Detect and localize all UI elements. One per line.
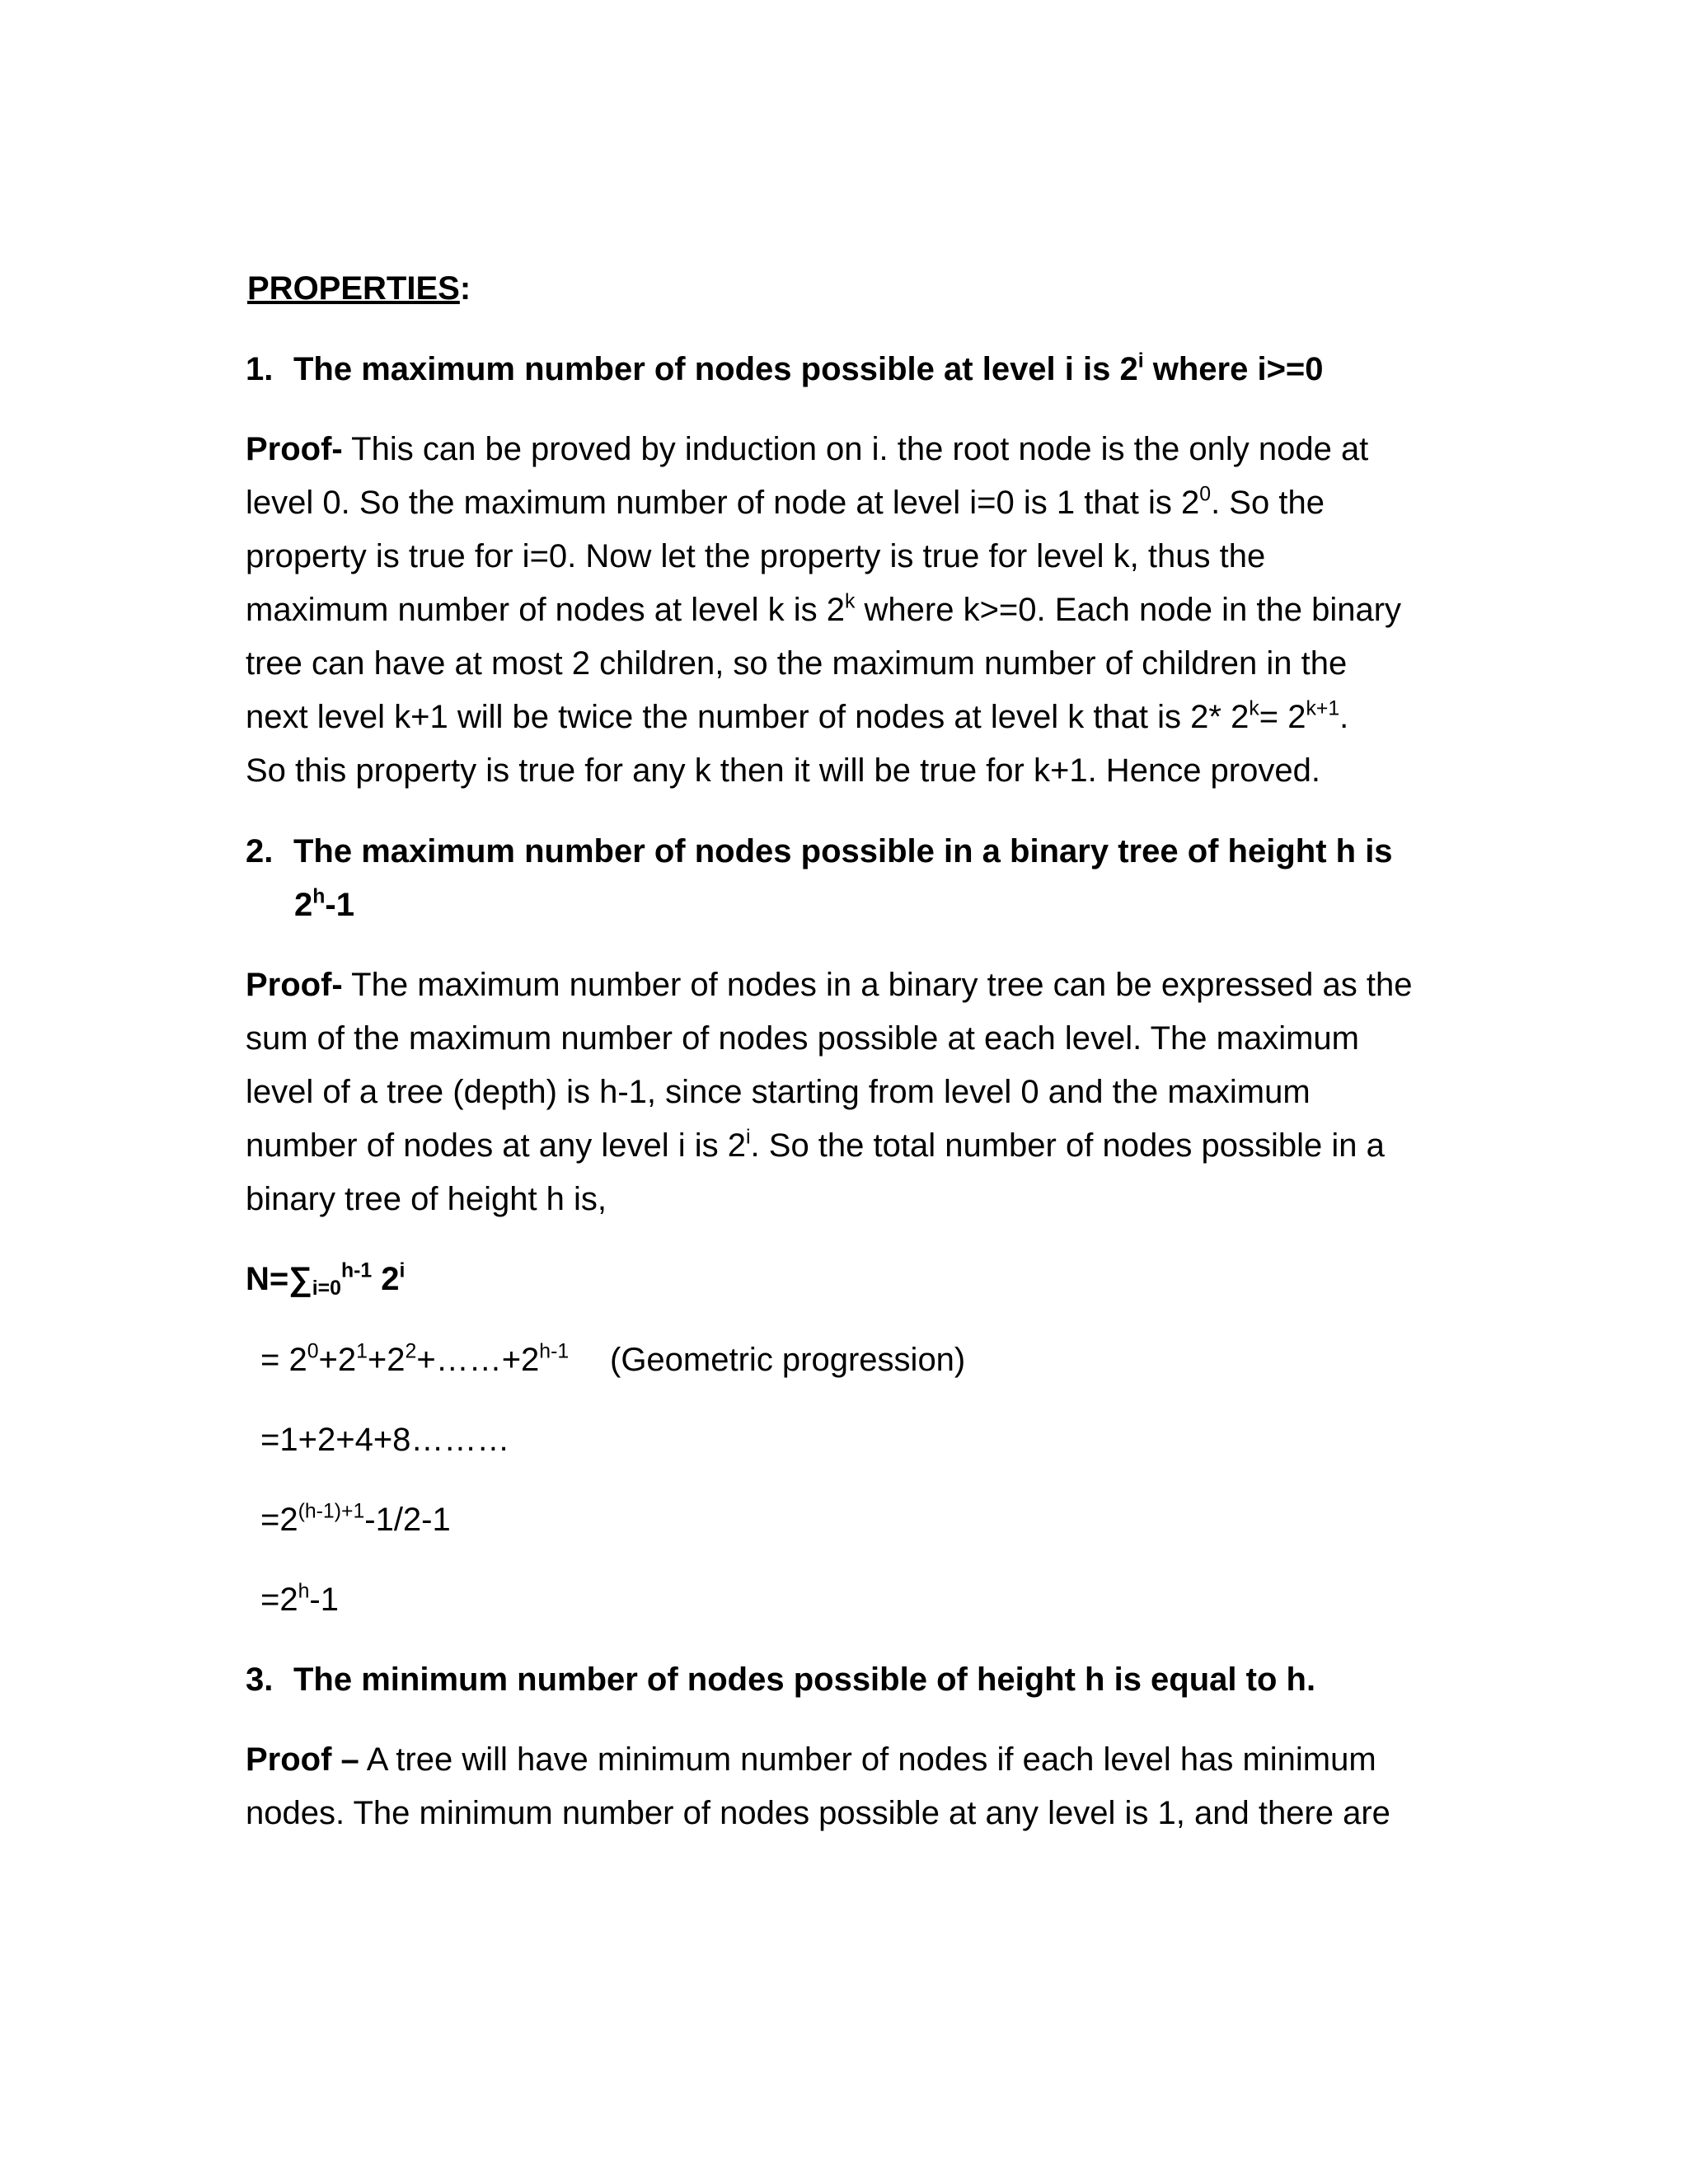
formula-step-2: =1+2+4+8……… (260, 1422, 510, 1458)
heading-colon: : (459, 270, 471, 307)
document-page: PROPERTIES: 1. The maximum number of nodes possible at level i is 2$^i$ where i>=0 Proof- This can be proved by induction on i. the root node is the only node at level 0. So the maximum number of node at level i=0 is 1 that is $2^0$. So the property is true for i=0. Now let the property is true for level k, thus the maximum number of nodes at level k is 2$^k$ where k>=0. Each node in the binary tree can have at most 2 children, so the maximum number of children in the next level k+1 will be twice the number of nodes at level k that is 2* $2^k= 2^{k+1}$. So this property is true for any k then it will be true for k+1. Hence proved. 2. The maximum number of nodes possible in a binary tree of height h is 2$^h$-1 Proof- The maximum number of nodes in a binary tree can be expressed as the sum of the maximum number of nodes possible at each level. The maximum level of a tree (depth) is h-1, since starting from level 0 and the maximum number of nodes at any level i is 2$^i$. So the total number of nodes possible in a binary tree of height h is, $N=\sum_{i=0}^{h-1}$ $2^i$ = $2^0+2^1+2^2+\dots\dots+2^{h-1}$ (Geometric progression) =1+2+4+8……… $=2^{(h-1)+1}-1/2-1$ $=2^h-1$ 3. The minimum number of nodes possible of height h is equal to h. Proof – A tree will have minimum number of nodes if each level has minimum nodes. The minimum number of nodes possible at any level is 1, and there are (0, 0, 1688, 2184)
formula-step-4: $=2^h-1$ (260, 1580, 339, 1618)
formula-sum: $N=\sum_{i=0}^{h-1}$ 2$^i$ (246, 1259, 406, 1301)
property-1-number: 1. (246, 351, 274, 387)
property-3-number: 3. (246, 1661, 274, 1698)
property-3: 3. The minimum number of nodes possible of height h is equal to h. (246, 1658, 1315, 1701)
property-1: 1. The maximum number of nodes possible at level i is 2$^i$ where i>=0 (246, 348, 1324, 391)
proof-1-label: Proof- (246, 431, 343, 467)
heading (247, 267, 471, 310)
property-2-number: 2. (246, 833, 274, 869)
proof-2-label: Proof- (246, 967, 343, 1003)
formula-step-3: $=2^{(h-1)+1}-1/2-1$ (260, 1500, 451, 1538)
formula-note: (Geometric progression) (610, 1342, 966, 1378)
formula-step-1: = $2^0+2^1+2^2+\dots\dots+2^{h-1}$ (260, 1340, 570, 1378)
heading-text: PROPERTIES (247, 270, 460, 307)
proof-3-label: Proof – (246, 1741, 359, 1778)
